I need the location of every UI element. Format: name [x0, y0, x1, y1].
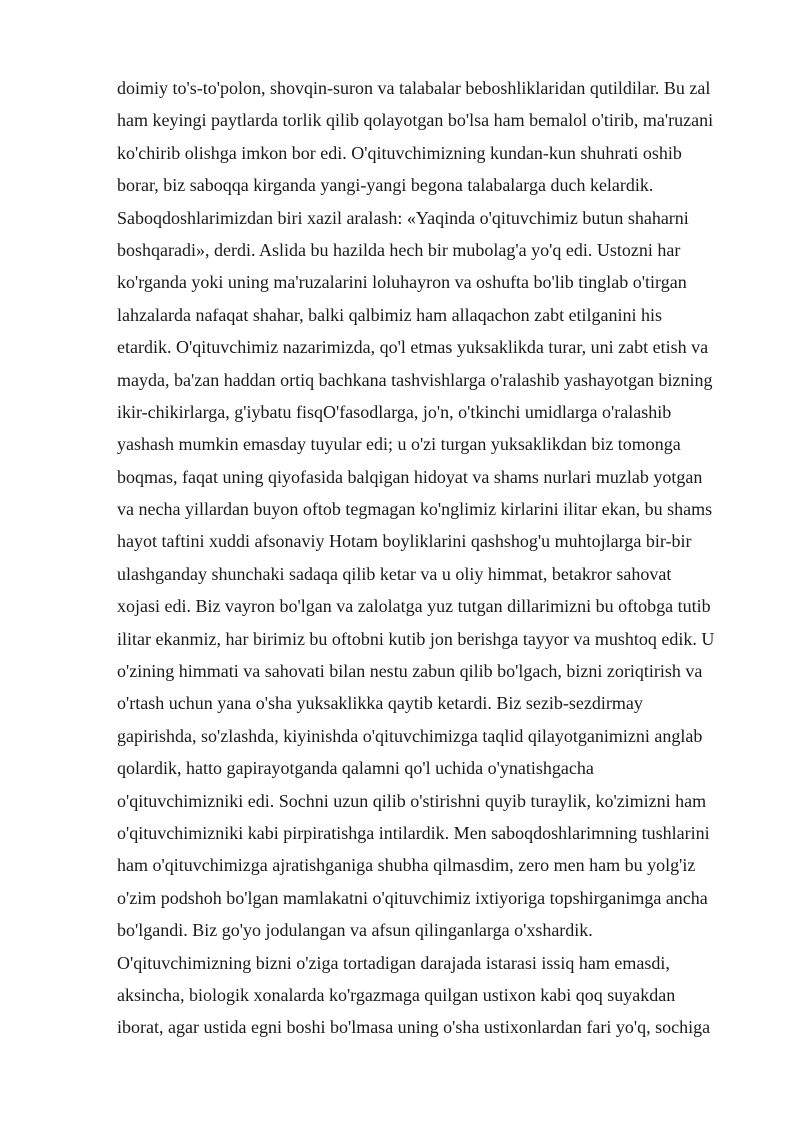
text-line: ham o'qituvchimizga ajratishganiga shubha qilmasdim, zero men ham bu yolg'iz — [117, 855, 696, 876]
text-line: o'rtash uchun yana o'sha yuksaklikka qaytib ketardi. Biz sezib-sezdirmay — [117, 693, 643, 714]
text-line: ikir-chikirlarga, g'iybatu fisqO'fasodlarga, jo'n, o'tkinchi umidlarga o'ralashib — [117, 401, 672, 422]
text-line: etardik. O'qituvchimiz nazarimizda, qo'l etmas yuksaklikda turar, uni zabt etish va — [117, 337, 709, 358]
text-line: yashash mumkin emasday tuyular edi; u o'zi turgan yuksaklikdan biz tomonga — [117, 434, 681, 455]
text-line: iborat, agar ustida egni boshi bo'lmasa uning o'sha ustixonlardan fari yo'q, sochiga — [117, 1017, 711, 1038]
text-line: O'qituvchimizning bizni o'ziga tortadigan darajada istarasi issiq ham emasdi, — [117, 952, 670, 973]
text-line: gapirishda, so'zlashda, kiyinishda o'qituvchimizga taqlid qilayotganimizni anglab — [117, 725, 703, 746]
text-line: boqmas, faqat uning qiyofasida balqigan hidoyat va shams nurlari muzlab yotgan — [117, 466, 703, 487]
text-line: o'zim podshoh bo'lgan mamlakatni o'qituvchimiz ixtiyoriga topshirganimga ancha — [117, 887, 708, 908]
text-line: mayda, ba'zan haddan ortiq bachkana tashvishlarga o'ralashib yashayotgan bizning — [117, 369, 713, 390]
text-line: doimiy to's-to'polon, shovqin-suron va talabalar beboshliklaridan qutildilar. Bu zal — [117, 78, 711, 98]
text-line: boshqaradi», derdi. Aslida bu hazilda hech bir mubolag'a yo'q edi. Ustozni har — [117, 239, 681, 260]
text-line: Saboqdoshlarimizdan biri xazil aralash: «Yaqinda o'qituvchimiz butun shaharni — [117, 207, 689, 228]
text-line: hayot taftini xuddi afsonaviy Hotam boyliklarini qashshog'u muhtojlarga bir-bir — [117, 531, 692, 552]
text-line: ilitar ekanmiz, har birimiz bu oftobni kutib jon berishga tayyor va mushtoq edik. U — [117, 628, 715, 649]
text-line: lahzalarda nafaqat shahar, balki qalbimiz ham allaqachon zabt etilganini his — [117, 304, 663, 325]
text-line: ko'chirib olishga imkon bor edi. O'qituvchimizning kundan-kun shuhrati oshib — [117, 142, 682, 163]
text-line: bo'lgandi. Biz go'yo jodulangan va afsun qilinganlarga o'xshardik. — [117, 920, 593, 941]
text-line: ko'rganda yoki uning ma'ruzalarini loluhayron va oshufta bo'lib tinglab o'tirgan — [117, 272, 687, 293]
text-line: ham keyingi paytlarda torlik qilib qolayotgan bo'lsa ham bemalol o'tirib, ma'ruzani — [117, 110, 714, 131]
text-line: o'qituvchimizniki edi. Sochni uzun qilib o'stirishni quyib turaylik, ko'zimizni ham — [117, 790, 707, 811]
text-line: va necha yillardan buyon oftob tegmagan ko'nglimiz kirlarini ilitar ekan, bu shams — [117, 499, 713, 520]
text-line: borar, biz saboqqa kirganda yangi-yangi begona talabalarga duch kelardik. — [117, 175, 654, 196]
text-line: qolardik, hatto gapirayotganda qalamni qo'l uchida o'ynatishgacha — [117, 758, 594, 779]
text-line: o'qituvchimizniki kabi pirpiratishga intilardik. Men saboqdoshlarimning tushlarini — [117, 822, 710, 843]
body-text — [117, 72, 757, 1044]
text-line: ulashganday shunchaki sadaqa qilib ketar va u oliy himmat, betakror sahovat — [117, 563, 672, 584]
text-line: xojasi edi. Biz vayron bo'lgan va zalolatga yuz tutgan dillarimizni bu oftobga tutib — [117, 596, 711, 617]
text-line: aksincha, biologik xonalarda ko'rgazmaga quilgan ustixon kabi qoq suyakdan — [117, 984, 676, 1005]
text-line: o'zining himmati va sahovati bilan nestu zabun qilib bo'lgach, bizni zoriqtirish va — [117, 661, 703, 682]
